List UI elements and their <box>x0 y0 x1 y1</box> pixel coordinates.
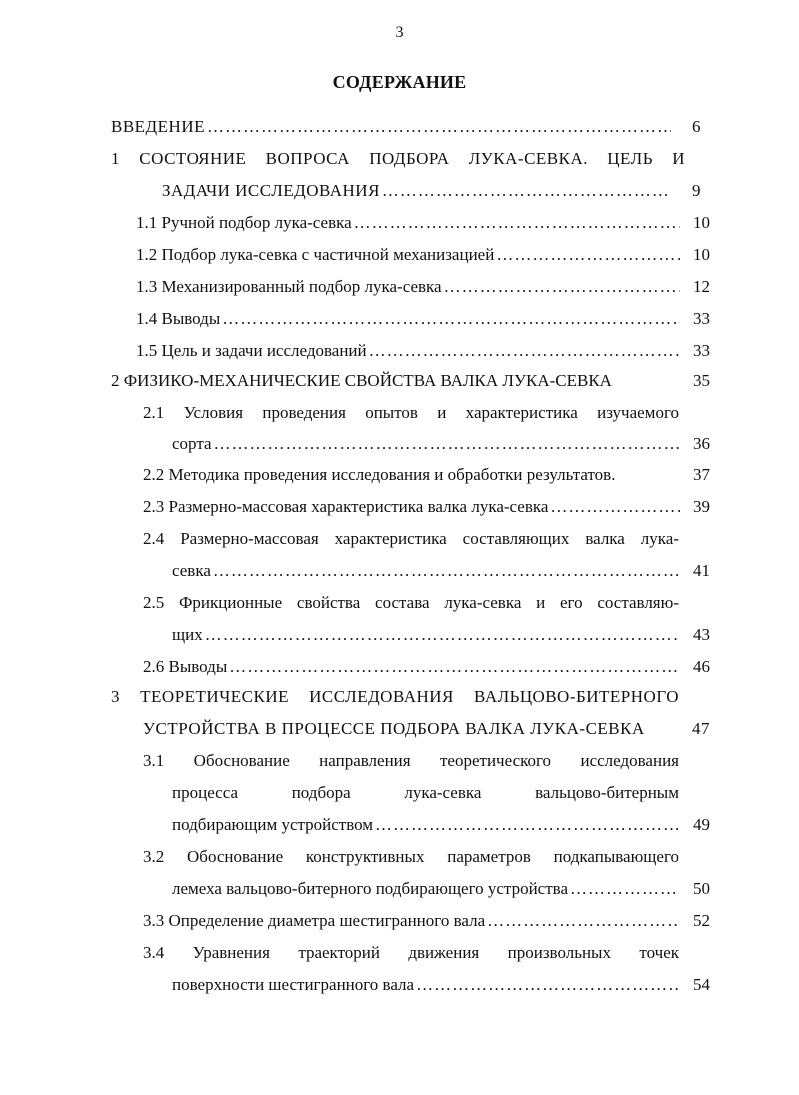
toc-label: поверхности шестигранного вала <box>172 975 415 994</box>
toc-entry-3-4-line1: 3.4 Уравнения траекторий движения произвольных точек <box>143 943 679 962</box>
dot-leader <box>382 181 671 201</box>
toc-entry-3-1-line2: процесса подбора лука-севка вальцово-битерным <box>172 783 679 802</box>
toc-label: 2.2 Методика проведения исследования и обработки результатов. <box>143 465 616 484</box>
toc-entry-1-2 <box>136 245 710 265</box>
toc-entry-2-4-line1: 2.4 Размерно-массовая характеристика составляющих валка лука- <box>143 529 679 548</box>
toc-entry-2-3 <box>143 497 710 517</box>
toc-entry-2-1-line2 <box>172 434 710 454</box>
toc-label: 1.4 Выводы <box>136 309 221 328</box>
toc-entry-1-4 <box>136 309 710 329</box>
toc-entry-1-3 <box>136 277 710 297</box>
dot-leader <box>213 561 680 581</box>
toc-page-number: 50 <box>693 879 710 898</box>
dot-leader <box>205 625 680 645</box>
toc-page-number: 10 <box>693 245 710 264</box>
toc-chapter-3-line1: 3 ТЕОРЕТИЧЕСКИЕ ИССЛЕДОВАНИЯ ВАЛЬЦОВО-БИТЕРНОГО <box>111 687 679 706</box>
dot-leader <box>369 341 680 361</box>
toc-entry-2-1-line1: 2.1 Условия проведения опытов и характеристика изучаемого <box>143 403 679 422</box>
toc-chapter-2 <box>111 371 710 391</box>
toc-page-number: 12 <box>693 277 710 296</box>
toc-chapter-3-line2 <box>143 719 710 739</box>
toc-entry-intro <box>111 117 701 137</box>
toc-label: УСТРОЙСТВА В ПРОЦЕССЕ ПОДБОРА ВАЛКА ЛУКА-СЕВКА <box>143 719 645 738</box>
toc-page-number: 37 <box>693 465 710 484</box>
dot-leader <box>375 815 680 835</box>
toc-page-number: 43 <box>693 625 710 644</box>
dot-leader <box>570 879 680 899</box>
toc-label: ЗАДАЧИ ИССЛЕДОВАНИЯ <box>162 181 380 200</box>
toc-label: 1.2 Подбор лука-севка с частичной механизацией <box>136 245 495 264</box>
toc-label: подбирающим устройством <box>172 815 374 834</box>
toc-chapter-1-line1: 1 СОСТОЯНИЕ ВОПРОСА ПОДБОРА ЛУКА-СЕВКА. ЦЕЛЬ И <box>111 149 685 168</box>
page-number: 3 <box>395 24 404 41</box>
toc-label: щих <box>172 625 203 644</box>
toc-entry-1-1 <box>136 213 710 233</box>
toc-entry-3-1-line1: 3.1 Обоснование направления теоретического исследования <box>143 751 679 770</box>
toc-entry-2-5-line2 <box>172 625 710 645</box>
toc-label: сорта <box>172 434 212 453</box>
page-title: СОДЕРЖАНИЕ <box>332 72 467 92</box>
toc-page-number: 47 <box>692 719 710 738</box>
toc-entry-1-5 <box>136 341 710 361</box>
toc-entry-3-2-line1: 3.2 Обоснование конструктивных параметров подкапывающего <box>143 847 679 866</box>
toc-page-number: 39 <box>693 497 710 516</box>
toc-page-number: 33 <box>693 309 710 328</box>
dot-leader <box>229 657 680 677</box>
toc-page-number: 54 <box>693 975 710 994</box>
dot-leader <box>207 117 671 137</box>
toc-page-number: 36 <box>693 434 710 453</box>
toc-entry-2-6 <box>143 657 710 677</box>
toc-label: 1.3 Механизированный подбор лука-севка <box>136 277 442 296</box>
toc-label: ВВЕДЕНИЕ <box>111 117 205 136</box>
dot-leader <box>214 434 680 454</box>
toc-page-number: 35 <box>693 371 710 390</box>
toc-entry-3-3 <box>143 911 710 931</box>
toc-label: 3.3 Определение диаметра шестигранного вала <box>143 911 486 930</box>
toc-label: 1.1 Ручной подбор лука-севка <box>136 213 352 232</box>
toc-entry-2-5-line1: 2.5 Фрикционные свойства состава лука-севка и его составляю- <box>143 593 679 612</box>
toc-label: лемеха вальцово-битерного подбирающего устройства <box>172 879 568 898</box>
toc-entry-3-4-line2 <box>172 975 710 995</box>
toc-page-number: 41 <box>693 561 710 580</box>
dot-leader <box>550 497 680 517</box>
dot-leader <box>496 245 680 265</box>
toc-page-number: 49 <box>693 815 710 834</box>
toc-entry-3-1-line3 <box>172 815 710 835</box>
dot-leader <box>487 911 680 931</box>
toc-page-number: 9 <box>692 181 701 200</box>
toc-page-number: 6 <box>692 117 701 136</box>
toc-label: 2.6 Выводы <box>143 657 228 676</box>
toc-page-number: 33 <box>693 341 710 360</box>
toc-label: 1.5 Цель и задачи исследований <box>136 341 367 360</box>
toc-chapter-1-line2 <box>162 181 701 201</box>
toc-label: 2 ФИЗИКО-МЕХАНИЧЕСКИЕ СВОЙСТВА ВАЛКА ЛУКА-СЕВКА <box>111 371 612 390</box>
toc-page-number: 46 <box>693 657 710 676</box>
toc-entry-3-2-line2 <box>172 879 710 899</box>
toc-entry-2-2 <box>143 465 710 485</box>
toc-page-number: 10 <box>693 213 710 232</box>
dot-leader <box>222 309 680 329</box>
dot-leader <box>354 213 680 233</box>
toc-entry-2-4-line2 <box>172 561 710 581</box>
dot-leader <box>416 975 680 995</box>
dot-leader <box>444 277 680 297</box>
toc-label: 2.3 Размерно-массовая характеристика валка лука-севка <box>143 497 549 516</box>
toc-label: севка <box>172 561 211 580</box>
toc-page-number: 52 <box>693 911 710 930</box>
